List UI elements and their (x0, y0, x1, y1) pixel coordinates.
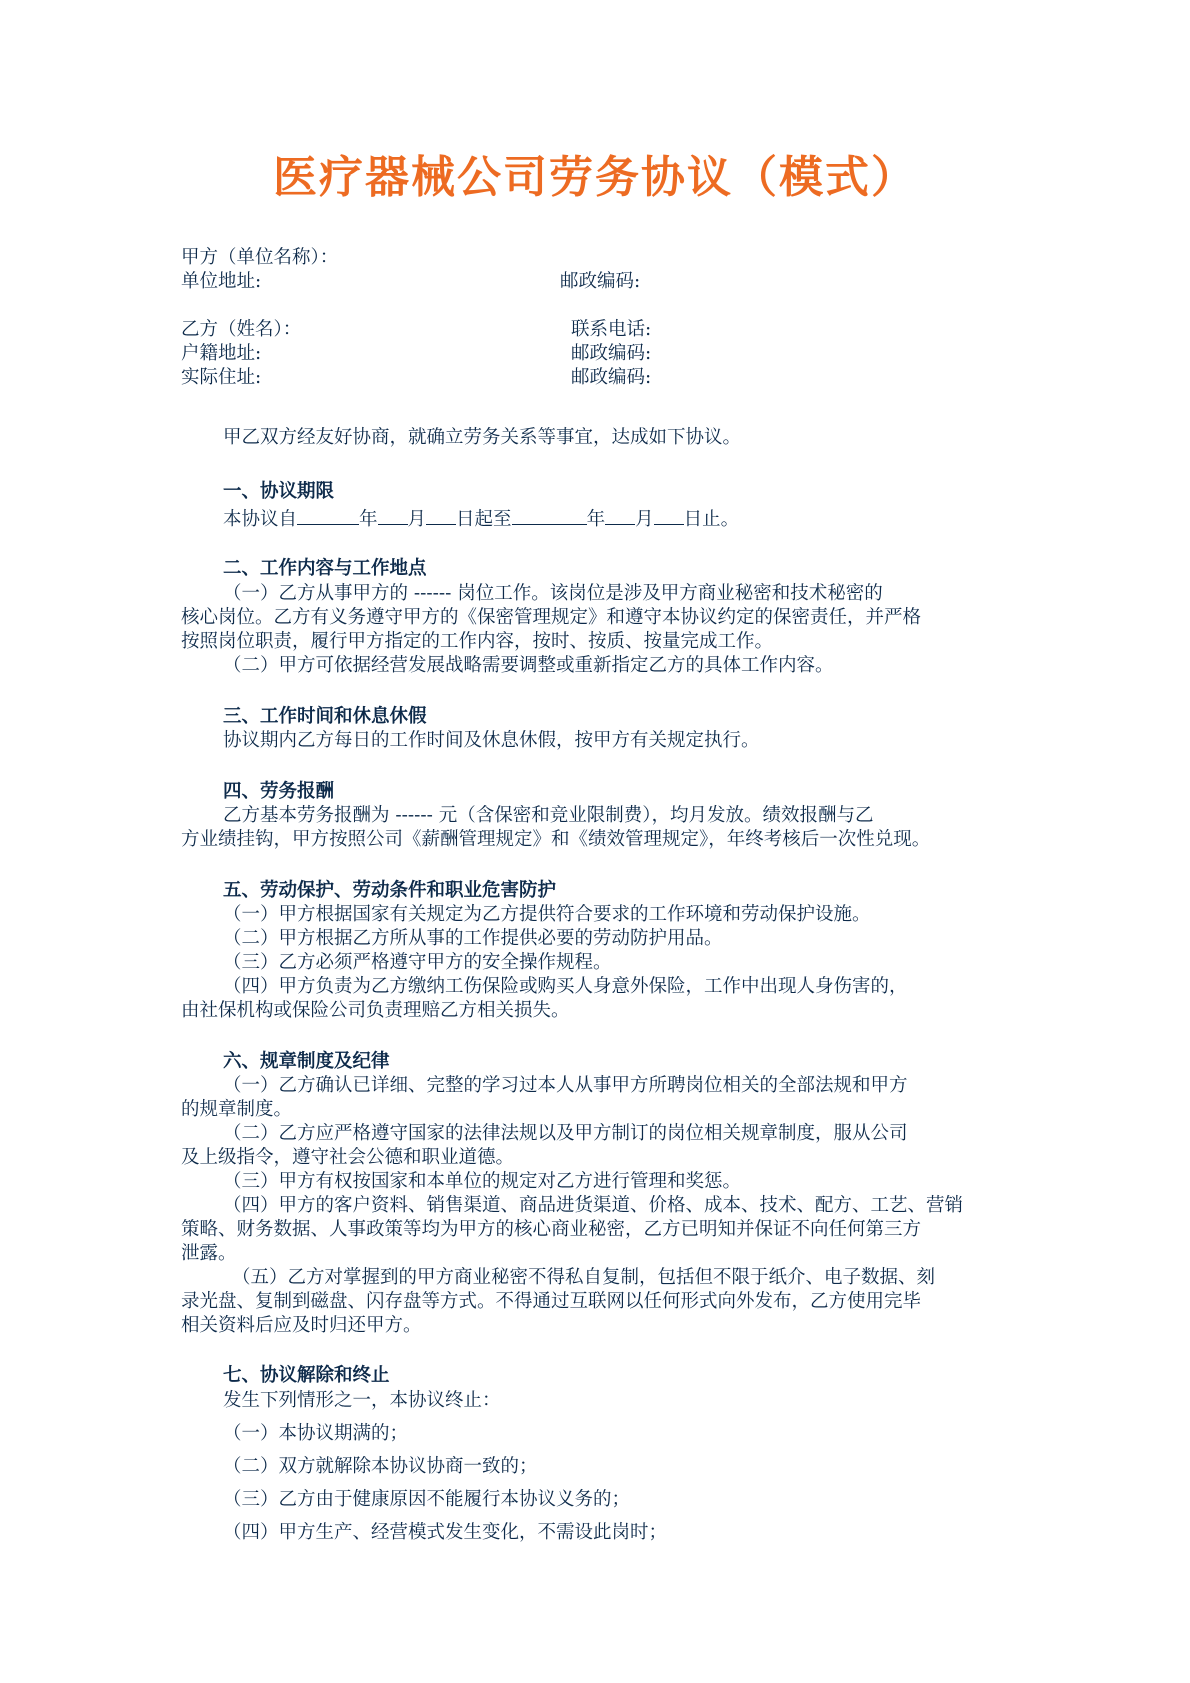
year-label: 年 (586, 509, 606, 530)
section-1-heading: 一、协议期限 (223, 481, 335, 502)
paragraph-line: 及上级指令，遵守社会公德和职业道德。 (181, 1147, 515, 1168)
paragraph-line: （二）乙方应严格遵守国家的法律法规以及甲方制订的岗位相关规章制度，服从公司 (223, 1123, 908, 1144)
list-item: （四）甲方生产、经营模式发生变化，不需设此岗时； (223, 1522, 668, 1543)
party-b-household-postcode-label: 邮政编码: (571, 343, 652, 364)
day-end-label: 日止。 (683, 509, 740, 530)
year-label: 年 (359, 509, 378, 530)
party-b-phone-label: 联系电话: (571, 319, 652, 340)
end-day-blank (654, 504, 684, 525)
end-year-blank (512, 504, 587, 525)
paragraph-line: 的规章制度。 (181, 1099, 293, 1120)
party-b-residence-postcode-label: 邮政编码: (571, 367, 652, 388)
paragraph-line: 泄露。 (181, 1243, 237, 1264)
start-month-blank (378, 504, 408, 525)
term-start-text: 本协议自 (223, 509, 298, 530)
paragraph-line: （一）乙方确认已详细、完整的学习过本人从事甲方所聘岗位相关的全部法规和甲方 (223, 1075, 908, 1096)
paragraph-line: 方业绩挂钩，甲方按照公司《薪酬管理规定》和《绩效管理规定》，年终考核后一次性兑现。 (181, 829, 931, 850)
term-line (223, 504, 739, 532)
list-item: （二）双方就解除本协议协商一致的； (223, 1456, 538, 1477)
party-a-address-label: 单位地址: (181, 271, 262, 292)
paragraph-line: （三）乙方必须严格遵守甲方的安全操作规程。 (223, 952, 612, 973)
paragraph-line: 核心岗位。乙方有义务遵守甲方的《保密管理规定》和遵守本协议约定的保密责任，并严格 (181, 607, 922, 628)
list-item: （三）乙方由于健康原因不能履行本协议义务的； (223, 1489, 631, 1510)
start-year-blank (297, 504, 359, 525)
paragraph-line: （二）甲方可依据经营发展战略需要调整或重新指定乙方的具体工作内容。 (223, 655, 834, 676)
paragraph-line: 相关资料后应及时归还甲方。 (181, 1315, 422, 1336)
month-label: 月 (407, 509, 427, 530)
paragraph-line: 按照岗位职责，履行甲方指定的工作内容，按时、按质、按量完成工作。 (181, 631, 774, 652)
paragraph-line: （一）乙方从事甲方的 ------ 岗位工作。该岗位是涉及甲方商业秘密和技术秘密的 (223, 583, 883, 604)
paragraph-line: 协议期内乙方每日的工作时间及休息休假，按甲方有关规定执行。 (223, 730, 760, 751)
paragraph-line: （四）甲方负责为乙方缴纳工伤保险或购买人身意外保险，工作中出现人身伤害的， (223, 976, 908, 997)
paragraph-line: （一）甲方根据国家有关规定为乙方提供符合要求的工作环境和劳动保护设施。 (223, 904, 871, 925)
section-7-heading: 七、协议解除和终止 (223, 1365, 390, 1386)
paragraph-line: 乙方基本劳务报酬为 ------ 元（含保密和竞业限制费），均月发放。绩效报酬与乙 (223, 805, 874, 826)
party-b-residence-label: 实际住址: (181, 367, 262, 388)
start-day-blank (426, 504, 456, 525)
party-b-household-label: 户籍地址: (181, 343, 262, 364)
paragraph-line: （三）甲方有权按国家和本单位的规定对乙方进行管理和奖惩。 (223, 1171, 742, 1192)
list-item: （一）本协议期满的； (223, 1423, 409, 1444)
intro-paragraph: 甲乙双方经友好协商，就确立劳务关系等事宜，达成如下协议。 (223, 427, 742, 448)
party-b-name-label: 乙方（姓名）： (181, 319, 302, 340)
paragraph-line: 录光盘、复制到磁盘、闪存盘等方式。不得通过互联网以任何形式向外发布，乙方使用完毕 (181, 1291, 922, 1312)
paragraph-line: 发生下列情形之一，本协议终止： (223, 1390, 501, 1411)
end-month-blank (605, 504, 635, 525)
section-4-heading: 四、劳务报酬 (223, 781, 335, 802)
day-until-label: 日起至 (456, 509, 512, 530)
paragraph-line: 由社保机构或保险公司负责理赔乙方相关损失。 (181, 1000, 570, 1021)
section-6-heading: 六、规章制度及纪律 (223, 1051, 390, 1072)
document-title: 医疗器械公司劳务协议（模式） (273, 152, 917, 203)
party-a-postcode-label: 邮政编码: (560, 271, 641, 292)
paragraph-line: （五）乙方对掌握到的甲方商业秘密不得私自复制，包括但不限于纸介、电子数据、刻 (232, 1267, 936, 1288)
party-a-name-label: 甲方（单位名称）： (181, 247, 339, 268)
section-3-heading: 三、工作时间和休息休假 (223, 706, 427, 727)
paragraph-line: （二）甲方根据乙方所从事的工作提供必要的劳动防护用品。 (223, 928, 723, 949)
section-5-heading: 五、劳动保护、劳动条件和职业危害防护 (223, 880, 557, 901)
month-label: 月 (635, 509, 654, 530)
paragraph-line: （四）甲方的客户资料、销售渠道、商品进货渠道、价格、成本、技术、配方、工艺、营销 (223, 1195, 964, 1216)
section-2-heading: 二、工作内容与工作地点 (223, 558, 427, 579)
paragraph-line: 策略、财务数据、人事政策等均为甲方的核心商业秘密，乙方已明知并保证不向任何第三方 (181, 1219, 922, 1240)
